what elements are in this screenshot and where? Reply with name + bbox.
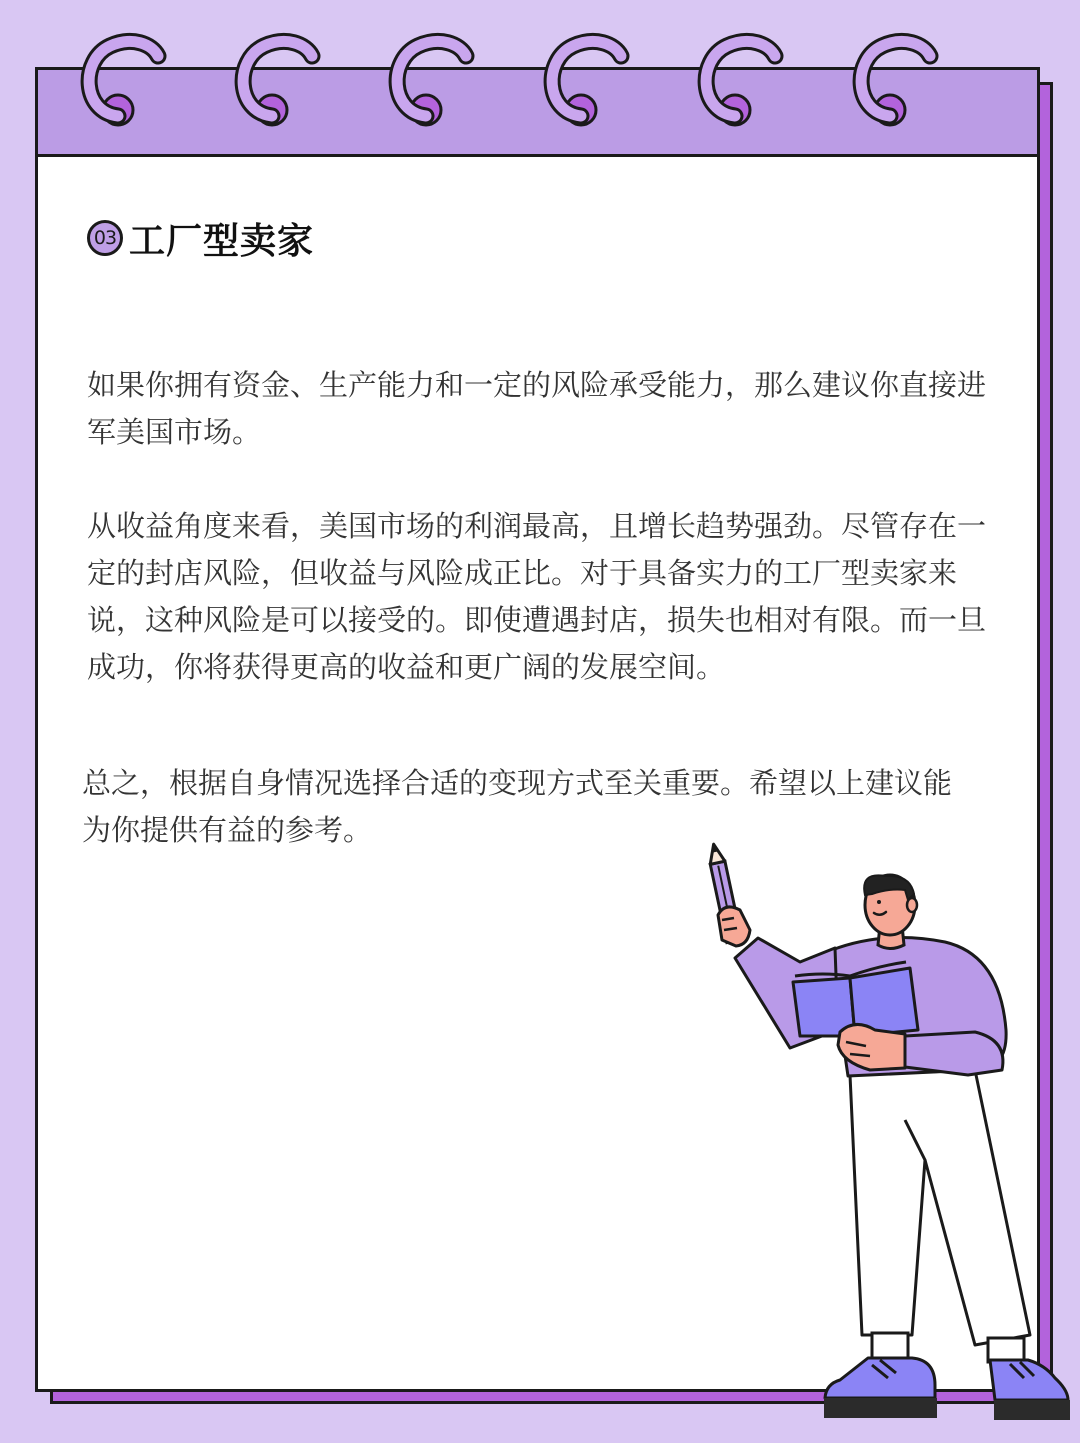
person-reading-illustration <box>700 840 1080 1440</box>
section-title: 工厂型卖家 <box>129 220 315 262</box>
notebook-header-band <box>38 70 1037 157</box>
right-shoe <box>990 1360 1070 1420</box>
left-shoe <box>824 1358 937 1418</box>
paragraph-conclusion: 总之，根据自身情况选择合适的变现方式至关重要。希望以上建议能为你提供有益的参考。 <box>82 766 953 847</box>
paragraph-analysis: 从收益角度来看，美国市场的利润最高，且增长趋势强劲。尽管存在一定的封店风险，但收益与风险成正比。对于具备实力的工厂型卖家来说，这种风险是可以接受的。即使遭遇封店，损失也相对有限。而一旦成功，你将获得更高的收益和更广阔的发展空间。 <box>87 509 987 684</box>
section-heading <box>87 212 314 264</box>
paragraph-intro: 如果你拥有资金、生产能力和一定的风险承受能力，那么建议你直接进军美国市场。 <box>87 368 987 449</box>
section-number-badge: 03 <box>87 220 123 256</box>
head <box>864 875 917 935</box>
